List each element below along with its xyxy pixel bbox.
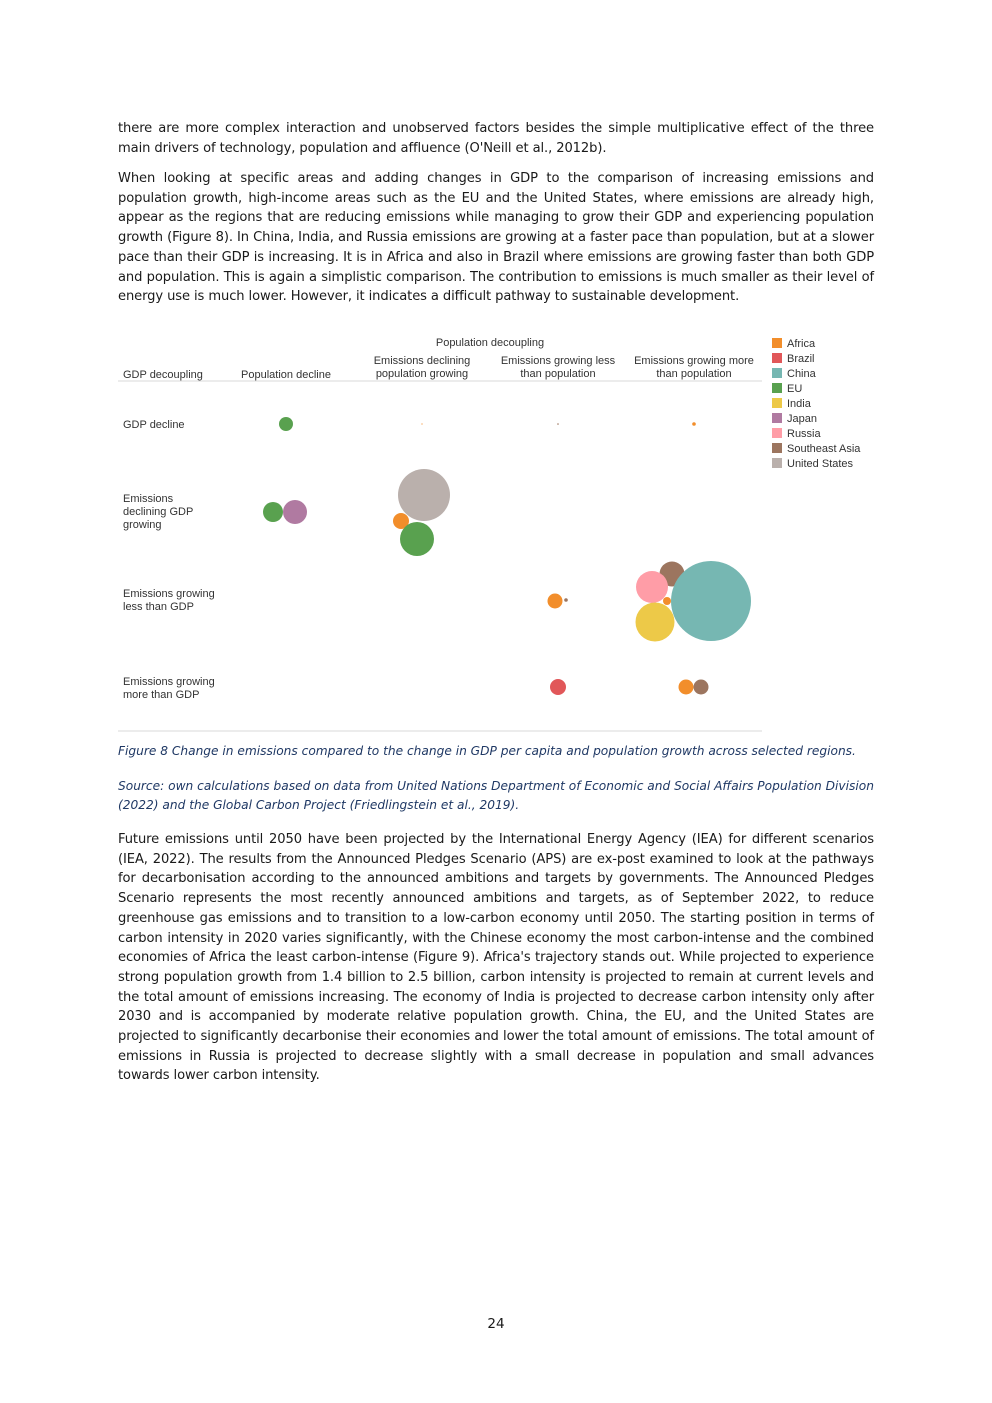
column-header-line: population growing xyxy=(375,368,469,380)
figure-caption: Figure 8 Change in emissions compared to the change in GDP per capita and population growth across selected regions. xyxy=(118,744,856,758)
bubble-africa xyxy=(548,594,563,609)
bubble-africa xyxy=(692,422,696,426)
column-header-line: Emissions growing more xyxy=(634,355,754,367)
bubble-eu xyxy=(279,417,293,431)
legend-label: Japan xyxy=(787,413,817,425)
column-header-line: than population xyxy=(520,368,596,380)
body-paragraph: Future emissions until 2050 have been projected by the International Energy Agency (IEA) for different scenarios (IEA, 2022). The results from the Announced Pledges Scenario (APS) are ex-post examined to look at the pathways for decarbonisation according to the announced ambitions and targets by governments. The Announced Pledges Scenario represents the most recently announced ambitions and targets, as of September 2022, to reduce greenhouse gas emissions and to transition to a low-carbon economy until 2050. The starting position in terms of carbon intensity in 2020 varies significantly, with the Chinese economy the most carbon-intense and the combined economies of Africa the least carbon-intense (Figure 9). Africa's trajectory stands out. While projected to experience strong population growth from 1.4 billion to 2.5 billion, carbon intensity is projected to remain at current levels and the total amount of emissions increasing. The economy of India is projected to decrease carbon intensity only after 2030 and is accompanied by moderate relative population growth. China, the EU, and the United States are projected to significantly decarbonise their economies and lower the total amount of emissions. The total amount of emissions in Russia is projected to decrease slightly with a small decrease in population and small advances towards lower carbon intensity. xyxy=(118,832,874,1084)
column-header-line: than population xyxy=(656,368,732,380)
figure-source: Source: own calculations based on data from United Nations Department of Economic and Social Affairs Population Division (2022) and the Global Carbon Project (Friedlingstein et al., 2019). xyxy=(118,779,874,812)
bubble-japan xyxy=(283,500,307,524)
row-label: more than GDP xyxy=(123,689,200,701)
bubble-southeast-asia xyxy=(694,680,709,695)
legend-label: Russia xyxy=(787,428,821,440)
row-label: Emissions growing xyxy=(123,588,215,600)
bubble-eu xyxy=(400,522,434,556)
bubble-africa xyxy=(679,680,694,695)
bubble-southeast-asia xyxy=(564,598,568,602)
bubble-brazil xyxy=(550,679,566,695)
legend-swatch xyxy=(772,383,782,393)
bubble-africa xyxy=(663,597,671,605)
row-label: growing xyxy=(123,519,162,531)
legend-swatch xyxy=(772,368,782,378)
legend-swatch xyxy=(772,443,782,453)
legend-label: United States xyxy=(787,458,854,470)
page-number: 24 xyxy=(487,1316,505,1332)
bubble-china xyxy=(671,561,751,641)
row-label: GDP decline xyxy=(123,419,185,431)
legend-swatch xyxy=(772,353,782,363)
legend-swatch xyxy=(772,338,782,348)
legend-label: Africa xyxy=(787,338,816,350)
row-label: Emissions growing xyxy=(123,676,215,688)
column-header-line: Emissions declining xyxy=(373,355,471,367)
row-axis-title: GDP decoupling xyxy=(123,369,203,381)
column-header-line: Emissions growing less xyxy=(500,355,616,367)
legend-label: China xyxy=(787,368,816,380)
bubble-russia xyxy=(636,571,668,603)
bubble-africa xyxy=(421,423,422,424)
legend-swatch xyxy=(772,428,782,438)
legend-swatch xyxy=(772,413,782,423)
legend-label: Southeast Asia xyxy=(787,443,861,455)
legend-label: EU xyxy=(787,383,803,395)
row-label: Emissions xyxy=(123,493,174,505)
bubble-chart xyxy=(110,332,880,736)
legend-label: Brazil xyxy=(787,353,815,365)
bubble-united-states xyxy=(398,469,450,521)
bubble-eu xyxy=(263,502,283,522)
legend-swatch xyxy=(772,458,782,468)
row-label: less than GDP xyxy=(123,601,194,613)
legend-label: India xyxy=(787,398,811,410)
legend-swatch xyxy=(772,398,782,408)
column-header: Population decline xyxy=(241,369,331,381)
row-label: declining GDP xyxy=(123,506,194,518)
chart-title: Population decoupling xyxy=(435,337,545,349)
bubble-southeast-asia xyxy=(557,423,559,425)
bubble-india xyxy=(636,603,675,642)
body-paragraph: there are more complex interaction and unobserved factors besides the simple multiplicative effect of the three main drivers of technology, population and affluence (O'Neill et al., 2012b). xyxy=(118,121,874,156)
body-paragraph: When looking at specific areas and adding changes in GDP to the comparison of increasing emissions and population growth, high-income areas such as the EU and the United States, where emissions are already high, appear as the regions that are reducing emissions while managing to grow their GDP and experiencing population growth (Figure 8). In China, India, and Russia emissions are growing at a faster pace than population, but at a slower pace than their GDP is increasing. It is in Africa and also in Brazil where emissions are growing faster than both GDP and population. This is again a simplistic comparison. The contribution to emissions is much smaller as their level of energy use is much lower. However, it indicates a difficult pathway to sustainable development. xyxy=(118,171,874,305)
